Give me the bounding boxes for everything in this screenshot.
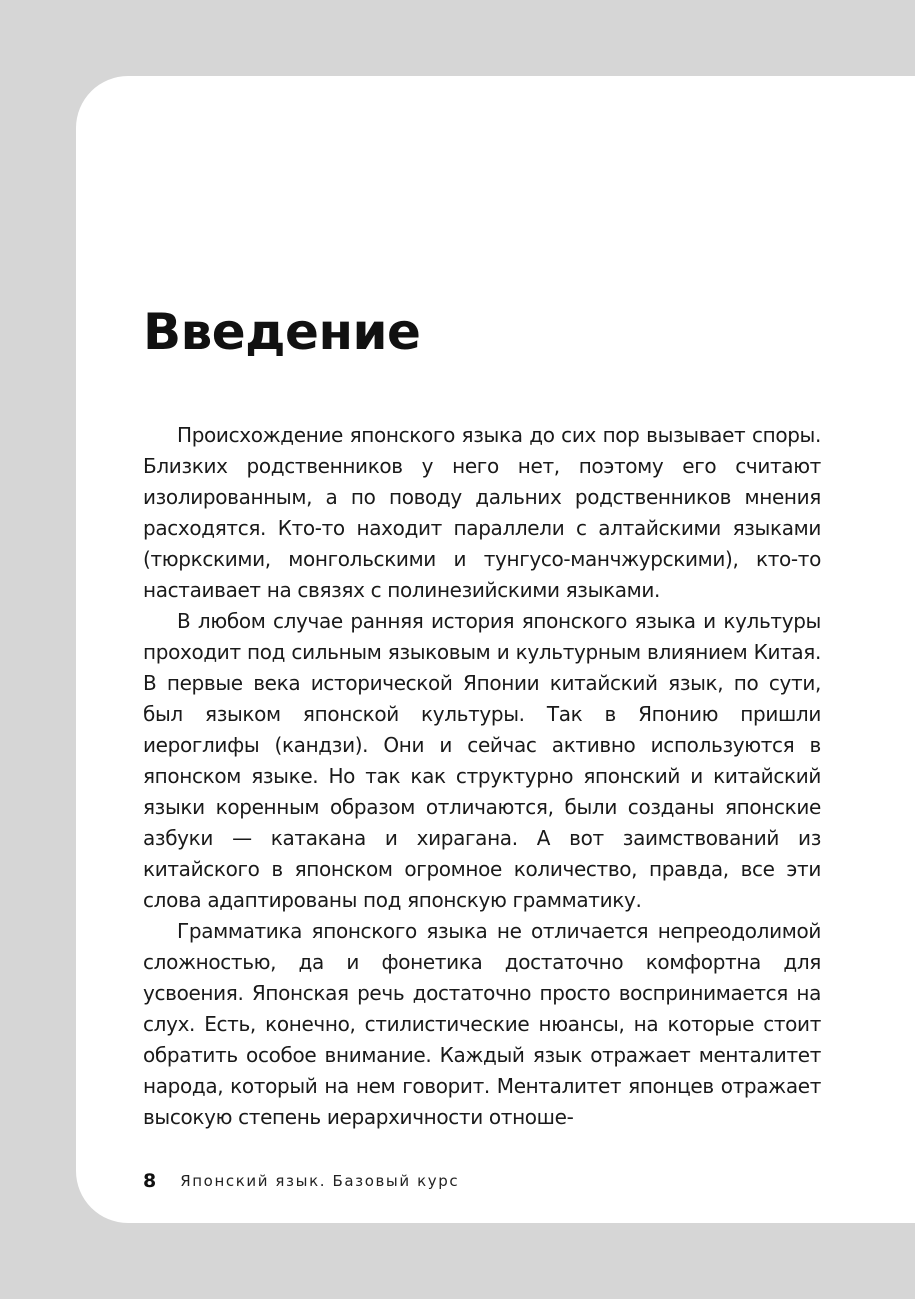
running-title: Японский язык. Базовый курс (180, 1172, 460, 1190)
page-number: 8 (143, 1170, 157, 1192)
paragraph: Происхождение японского языка до сих пор вызывает споры. Близких родственников у него нет, поэтому его считают изолированным, а по поводу дальних родственников мнения расходятся. Кто-то находит параллели с алтайскими языками (тюркскими, монгольскими и тунгусо-манчжурскими), кто-то настаивает на связях с полинезийскими языками. (143, 423, 821, 602)
paragraph: Грамматика японского языка не отличается непреодолимой сложностью, да и фонетика достаточно комфортна для усвоения. Японская речь достаточно просто воспринимается на слух. Есть, конечно, стилистические нюансы, на которые стоит обратить особое внимание. Каждый язык отражает менталитет народа, который на нем говорит. Менталитет японцев отражает высокую степень иерархичности отноше- (143, 919, 821, 1129)
page-footer (143, 1168, 459, 1194)
paragraph: В любом случае ранняя история японского языка и культуры проходит под сильным языковым и культурным влиянием Китая. В первые века исторической Японии китайский язык, по сути, был языком японской культуры. Так в Японию пришли иероглифы (кандзи). Они и сейчас активно используются в японском языке. Но так как структурно японский и китайский языки коренным образом отличаются, были созданы японские азбуки — катакана и хирагана. А вот заимствований из китайского в японском огромное количество, правда, все эти слова адаптированы под японскую грамматику. (143, 609, 821, 912)
chapter-title: Введение (143, 303, 421, 361)
body-text (143, 420, 821, 1133)
